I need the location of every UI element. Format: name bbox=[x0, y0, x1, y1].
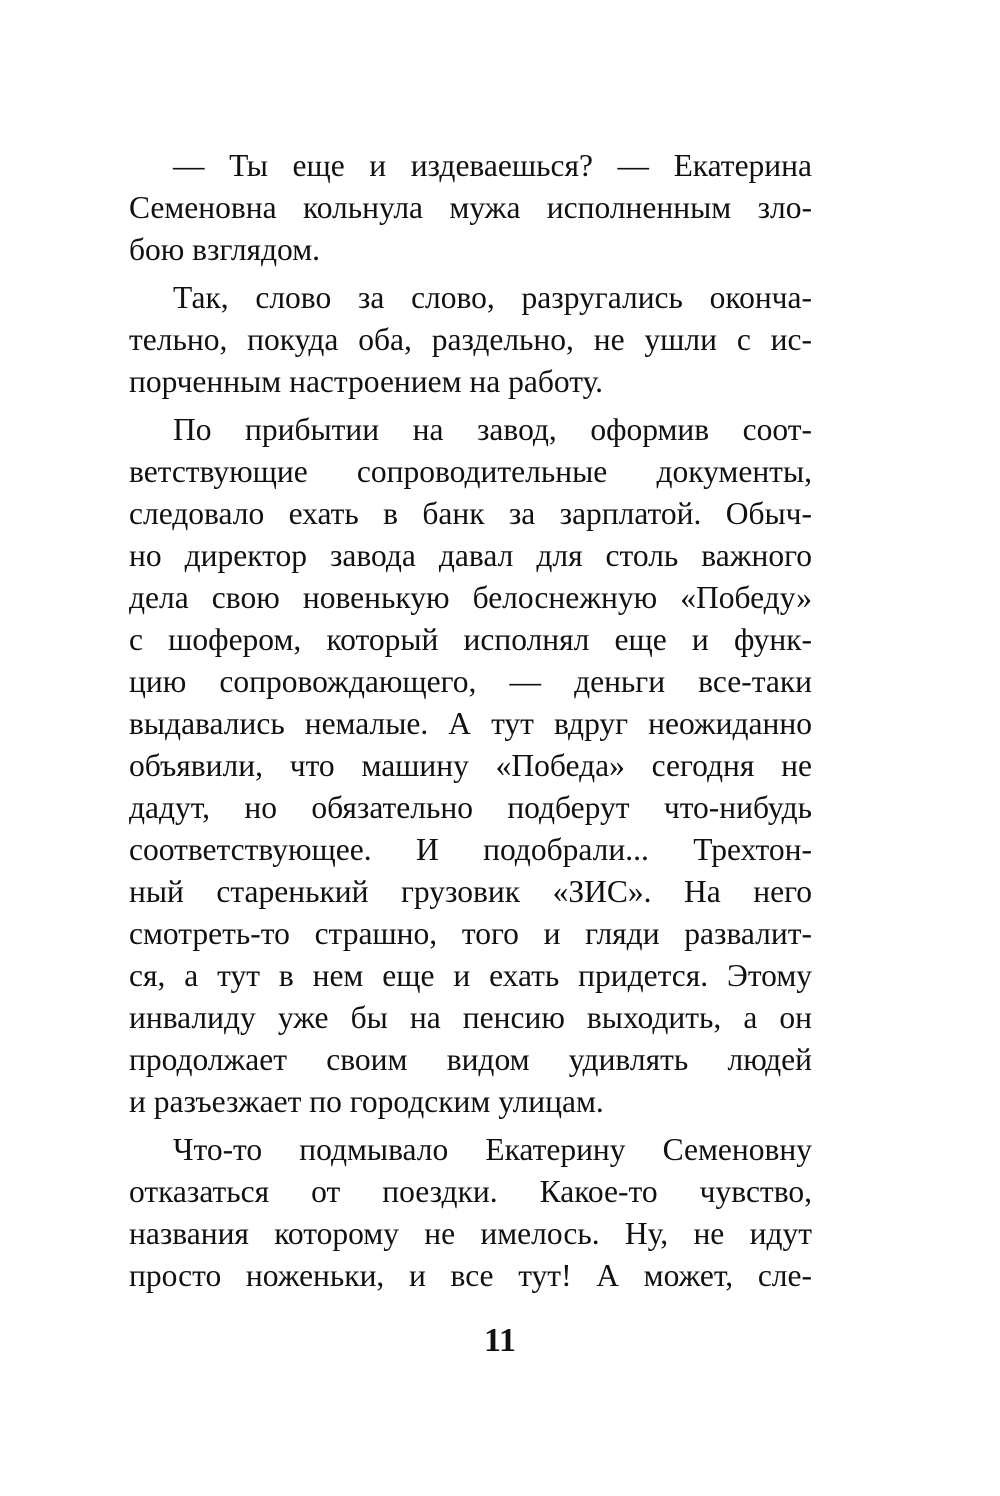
text-line: следовало ехать в банк за зарплатой. Обыч- bbox=[129, 496, 812, 531]
text-line: объявили, что машину «Победа» сегодня не bbox=[129, 748, 812, 783]
text-line: бою взглядом. bbox=[129, 232, 321, 267]
text-line: По прибытии на завод, оформив соот- bbox=[173, 412, 812, 447]
text-line: ся, а тут в нем еще и ехать придется. Этому bbox=[129, 958, 812, 993]
text-line: Что-то подмывало Екатерину Семеновну bbox=[173, 1132, 812, 1167]
text-line: соответствующее. И подобрали... Трехтон- bbox=[129, 832, 812, 867]
page-body bbox=[129, 145, 812, 1303]
text-line: Так, слово за слово, разругались оконча- bbox=[173, 280, 812, 315]
text-line: — Ты еще и издеваешься? — Екатерина bbox=[173, 148, 812, 183]
paragraph-3 bbox=[129, 409, 812, 1123]
text-line: просто ноженьки, и все тут! А может, сле- bbox=[129, 1258, 812, 1293]
text-line: ветствующие сопроводительные документы, bbox=[129, 454, 812, 489]
text-line: выдавались немалые. А тут вдруг неожиданно bbox=[129, 706, 812, 741]
page-number: 11 bbox=[483, 1322, 517, 1359]
text-line: отказаться от поездки. Какое-то чувство, bbox=[129, 1174, 812, 1209]
paragraph-2 bbox=[129, 277, 812, 403]
text-line: Семеновна кольнула мужа исполненным зло- bbox=[129, 190, 812, 225]
text-line: и разъезжает по городским улицам. bbox=[129, 1084, 604, 1119]
paragraph-4 bbox=[129, 1129, 812, 1297]
text-line: ный старенький грузовик «ЗИС». На него bbox=[129, 874, 812, 909]
text-line: порченным настроением на работу. bbox=[129, 364, 604, 399]
text-line: с шофером, который исполнял еще и функ- bbox=[129, 622, 812, 657]
text-line: названия которому не имелось. Ну, не идут bbox=[129, 1216, 812, 1251]
text-line: тельно, покуда оба, раздельно, не ушли с ис- bbox=[129, 322, 812, 357]
text-line: дадут, но обязательно подберут что-нибудь bbox=[129, 790, 812, 825]
text-line: инвалиду уже бы на пенсию выходить, а он bbox=[129, 1000, 812, 1035]
text-line: но директор завода давал для столь важного bbox=[129, 538, 812, 573]
text-line: дела свою новенькую белоснежную «Победу» bbox=[129, 580, 812, 615]
text-line: цию сопровождающего, — деньги все-таки bbox=[129, 664, 812, 699]
text-line: продолжает своим видом удивлять людей bbox=[129, 1042, 812, 1077]
paragraph-1 bbox=[129, 145, 812, 271]
text-line: смотреть-то страшно, того и гляди развалит- bbox=[129, 916, 812, 951]
